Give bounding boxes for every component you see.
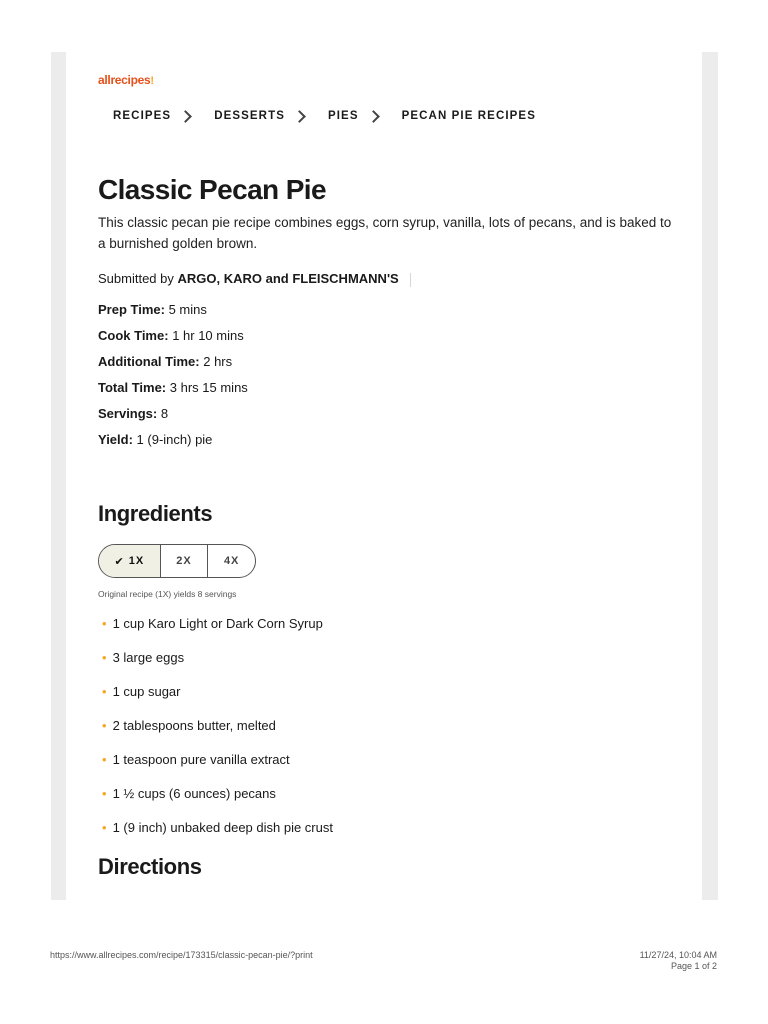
breadcrumb-pies[interactable]: PIES [327, 110, 359, 122]
meta-value: 2 hrs [203, 354, 233, 369]
left-page-gutter [51, 52, 66, 900]
chevron-right-icon [367, 110, 380, 123]
chevron-right-icon [293, 110, 306, 123]
meta-additional-time [98, 353, 248, 379]
breadcrumb [113, 110, 536, 122]
list-item [102, 615, 333, 649]
list-item [102, 717, 333, 751]
scale-4x-button[interactable] [207, 545, 255, 577]
scale-label: 1X [128, 555, 145, 567]
page-number: Page 1 of 2 [670, 961, 717, 971]
yield-note: Original recipe (1X) yields 8 servings [98, 589, 237, 599]
scale-label: 2X [176, 555, 192, 567]
meta-label: Prep Time: [98, 302, 165, 317]
recipe-description: This classic pecan pie recipe combines eggs, corn syrup, vanilla, lots of pecans, and is baked to a burnished golden brown. [98, 215, 672, 251]
breadcrumb-pecan-pie-recipes[interactable]: PECAN PIE RECIPES [401, 110, 536, 122]
meta-servings [98, 405, 248, 431]
meta-label: Total Time: [98, 380, 167, 395]
right-page-gutter [702, 52, 718, 900]
scale-label: 4X [223, 555, 240, 567]
directions-heading: Directions [98, 854, 202, 879]
meta-cook-time [98, 327, 248, 353]
ingredient-text: 1 ½ cups (6 ounces) pecans [112, 786, 276, 801]
divider [410, 273, 411, 287]
chevron-right-icon [179, 110, 192, 123]
checkmark-icon: ✔ [114, 555, 125, 568]
bullet-icon: • [102, 650, 107, 665]
breadcrumb-desserts[interactable]: DESSERTS [214, 110, 285, 122]
bullet-icon: • [102, 752, 107, 767]
submitted-prefix: Submitted by [98, 271, 174, 286]
ingredients-heading: Ingredients [98, 501, 213, 526]
ingredient-text: 1 teaspoon pure vanilla extract [112, 752, 290, 767]
print-datetime: 11/27/24, 10:04 AM [639, 950, 717, 960]
ingredient-text: 1 cup sugar [112, 684, 181, 699]
meta-value: 1 (9-inch) pie [136, 432, 213, 447]
scale-2x-button[interactable] [160, 545, 208, 577]
meta-prep-time [98, 301, 248, 327]
ingredient-list [102, 615, 333, 853]
meta-yield [98, 431, 248, 457]
meta-value: 1 hr 10 mins [172, 328, 244, 343]
print-footer-url: https://www.allrecipes.com/recipe/173315/classic-pecan-pie/?print [50, 950, 313, 960]
bullet-icon: • [102, 684, 107, 699]
list-item [102, 751, 333, 785]
recipe-meta [98, 301, 248, 457]
list-item [102, 785, 333, 819]
print-footer-info [640, 950, 717, 972]
meta-label: Servings: [98, 406, 158, 421]
bullet-icon: • [102, 616, 107, 631]
ingredient-text: 3 large eggs [112, 650, 185, 665]
scale-1x-button[interactable] [99, 545, 160, 577]
list-item [102, 683, 333, 717]
meta-total-time [98, 379, 248, 405]
meta-value: 3 hrs 15 mins [169, 380, 248, 395]
page-title: Classic Pecan Pie [98, 174, 326, 205]
meta-value: 5 mins [168, 302, 207, 317]
list-item [102, 649, 333, 683]
logo-spoon-icon: ! [150, 75, 154, 87]
bullet-icon: • [102, 786, 107, 801]
list-item [102, 819, 333, 853]
ingredient-text: 1 (9 inch) unbaked deep dish pie crust [112, 820, 333, 835]
allrecipes-logo[interactable]: allrecipes! [98, 73, 154, 87]
servings-scaler [98, 544, 256, 578]
bullet-icon: • [102, 820, 107, 835]
submitted-by [98, 271, 411, 287]
meta-value: 8 [160, 406, 169, 421]
meta-label: Additional Time: [98, 354, 200, 369]
bullet-icon: • [102, 718, 107, 733]
ingredient-text: 1 cup Karo Light or Dark Corn Syrup [112, 616, 323, 631]
meta-label: Yield: [98, 432, 133, 447]
meta-label: Cook Time: [98, 328, 169, 343]
breadcrumb-recipes[interactable]: RECIPES [113, 110, 172, 122]
submitter-name[interactable]: ARGO, KARO and FLEISCHMANN'S [177, 271, 399, 286]
ingredient-text: 2 tablespoons butter, melted [112, 718, 276, 733]
